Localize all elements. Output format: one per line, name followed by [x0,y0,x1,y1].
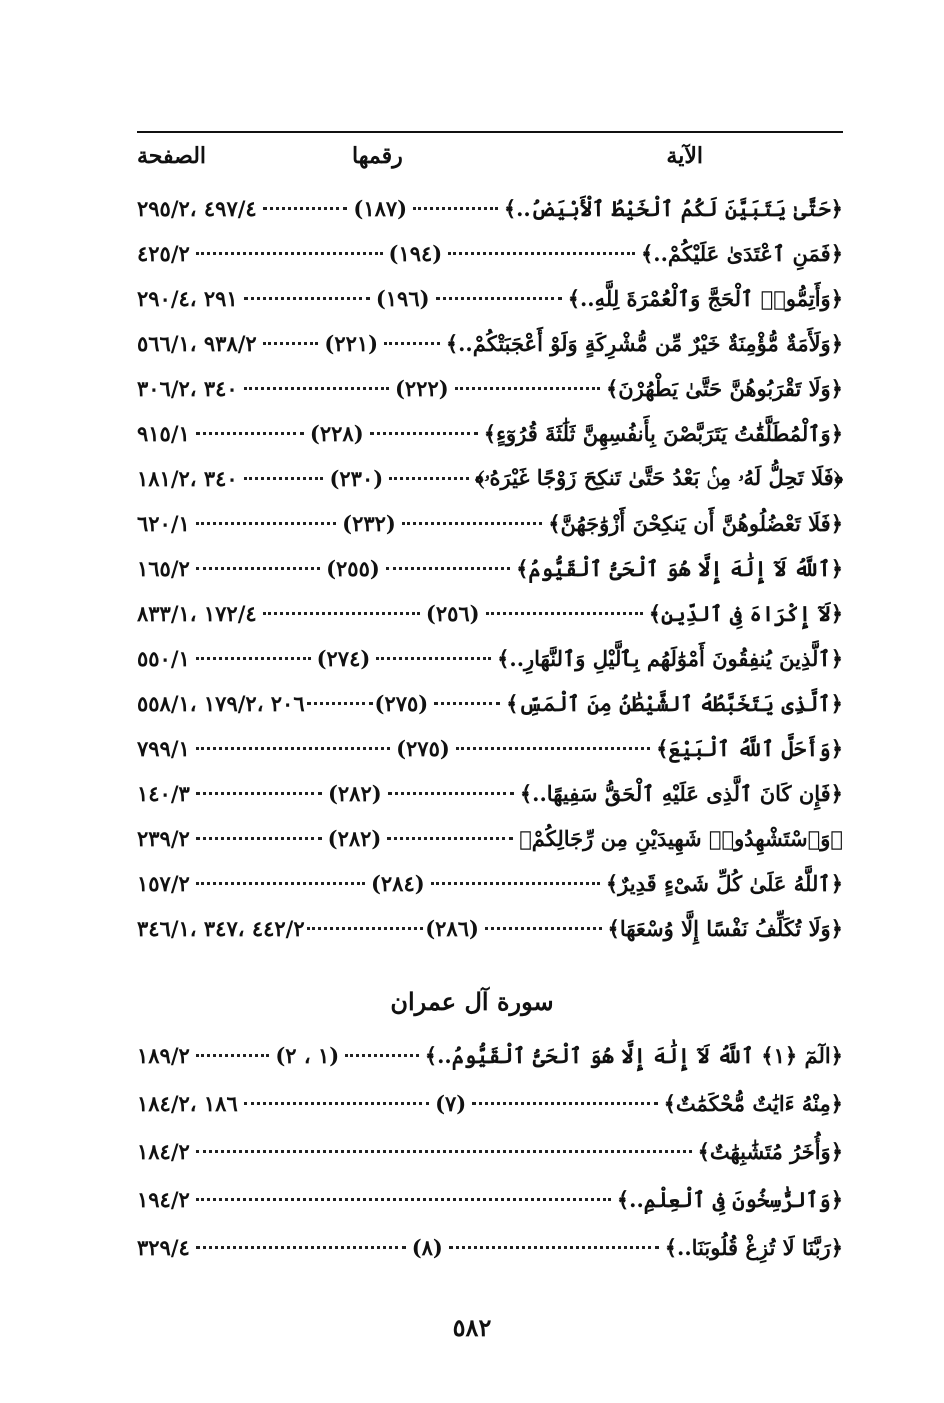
page-ref: ١٤٠/٣ [136,780,190,806]
leader-dots [307,702,373,705]
leader-dots [386,567,510,570]
leader-dots [384,342,440,345]
verse-number: (٢٢١) [324,330,379,356]
verse-number: (٢٥٥) [326,555,380,581]
page-ref: ٦٢٠/١ [136,510,190,536]
verse-text: ﴿وَلَا تُكَلِّفُ نَفْسًا إِلَّا وُسْعَهَا﴾ [607,915,843,941]
page-ref: ٢٠٦ ،١٧٩/٢ ،٥٥٨/١ [137,690,305,716]
table-row [137,590,843,636]
table-row [137,275,843,321]
verse-text: ﴿لَآ إِكْرَاهَ فِى ٱلدِّينِ﴾ [648,600,843,626]
leader-dots [388,792,514,795]
table-row [137,1032,843,1078]
leader-dots [455,387,600,390]
leader-dots [387,837,513,840]
table-row [137,815,843,861]
verse-text: ﴿ٱلَّذِى يَتَخَبَّطُهُ ٱلشَّيْطَٰنُ مِنَ ٱلْمَسِّ﴾ [506,690,843,716]
table-row [137,500,843,546]
verse-text: ﴿مِنْهُ ءَايَٰتٌ مُّحْكَمَٰتٌ﴾ [663,1090,843,1116]
leader-dots [196,882,365,885]
verse-text: ﴿ٱللَّهُ لَآ إِلَٰهَ إِلَّا هُوَ ٱلْحَىُّ ٱلْقَيُّومُ﴾ [516,555,843,581]
table-row [137,1080,843,1126]
verse-number: (٢٢٨) [309,420,364,446]
table-row [137,905,843,951]
leader-dots [196,657,311,660]
leader-dots [263,612,420,615]
verse-number: (٢٧٥) [396,735,450,761]
verse-text: ﴿ٱلَّذِينَ يُنفِقُونَ أَمْوَٰلَهُم بِٱلَّيْلِ وَٱلنَّهَارِ..﴾ [497,645,843,671]
leader-dots [370,432,478,435]
table-row [137,770,843,816]
verse-number: (٢٢٢) [394,375,449,401]
leader-dots [485,927,602,930]
table-row [137,185,843,231]
page-ref: ١٥٧/٢ [136,870,190,896]
verse-text: ﴿فَلَا تَحِلُّ لَهُۥ مِنۢ بَعْدُ حَتَّىٰ تَنكِحَ زَوْجًا غَيْرَهُۥ﴾ [474,465,843,490]
verse-text: ﴿وَٱلرَّٰسِخُونَ فِى ٱلْعِلْمِ..﴾ [616,1186,843,1212]
leader-dots [448,252,635,255]
verse-text: ﴿وَأَتِمُّوا۟ ٱلْحَجَّ وَٱلْعُمْرَةَ لِلَّهِ..﴾ [567,285,843,311]
verse-text: ﴿فَإِن كَانَ ٱلَّذِى عَلَيْهِ ٱلْحَقُّ سَفِيهًا..﴾ [519,780,843,806]
page-ref: ٣٤٠ ،٣٠٦/٢ [136,375,238,401]
page-ref: ٤٤٢/٢ ،٣٤٧ ،٣٤٦/١ [137,915,305,941]
page-ref: ١٦٥/٢ [136,555,190,581]
table-row [137,230,843,276]
header-aya: الآية [666,143,703,169]
verse-number: (٢٣٢) [342,510,396,536]
leader-dots [431,882,600,885]
page-ref: ١٨٤/٢ [137,1138,190,1164]
page-ref: ١٨٦ ،١٨٤/٢ [137,1090,238,1116]
page-ref: ٩١٥/١ [136,420,190,446]
leader-dots [434,702,500,705]
table-row [137,365,843,411]
leader-dots [196,837,322,840]
page-ref: ٢٩١ ،٢٩٠/٤ [136,285,238,311]
table-row [137,1128,843,1174]
leader-dots [244,477,324,480]
page-number: ٥٨٢ [452,1313,492,1342]
leader-dots [196,567,320,570]
page-ref: ١٩٤/٢ [137,1186,190,1212]
verse-number: (٧) [435,1090,467,1116]
verse-text: ﴿فَلَا تَعْضُلُوهُنَّ أَن يَنكِحْنَ أَزْوَٰجَهُنَّ﴾ [548,510,843,536]
leader-dots [376,657,491,660]
table-row [137,680,843,726]
verse-number: (٢٨٢) [327,780,382,806]
leader-dots [263,342,319,345]
leader-dots [196,1150,692,1153]
table-row [137,1176,843,1222]
table-row [137,455,843,501]
page-ref: ٣٤٠ ،١٨١/٢ [136,465,238,491]
verse-text: ﴿وَلَا تَقْرَبُوهُنَّ حَتَّىٰ يَطْهُرْنَ﴾ [605,375,843,401]
leader-dots [456,747,650,750]
page-ref: ١٧٢/٤ ،٨٣٣/١ [136,600,257,626]
leader-dots [196,1198,611,1201]
leader-dots [436,297,562,300]
page-ref: ٣٢٩/٤ [136,1234,190,1260]
leader-dots [472,1102,657,1105]
surah-title: سورة آل عمران [390,987,554,1016]
table-row [137,1224,843,1270]
verse-text: ﴿وَأَحَلَّ ٱللَّهُ ٱلْبَيْعَ﴾ [656,735,843,761]
verse-text: ﴿الٓمٓ ﴿١﴾ ٱللَّهُ لَآ إِلَٰهَ إِلَّا هُوَ ٱلْحَىُّ ٱلْقَيُّومُ..﴾ [424,1042,843,1068]
leader-dots [196,747,390,750]
table-row [137,860,843,906]
verse-text: ﴿وَلَأَمَةٌ مُّؤْمِنَةٌ خَيْرٌ مِّن مُّشْرِكَةٍ وَلَوْ أَعْجَبَتْكُمْ..﴾ [445,330,843,356]
leader-dots [263,207,348,210]
page-ref: ٤٢٥/٢ [137,240,190,266]
table-row [137,410,843,456]
verse-text: ﴿وَأُخَرُ مُتَشَٰبِهَٰتٌ﴾ [697,1138,843,1164]
header-number: رقمها [352,143,403,169]
verse-number: (١٩٤) [388,240,443,266]
verse-text: ﴿رَبَّنَا لَا تُزِغْ قُلُوبَنَا..﴾ [664,1234,843,1260]
leader-dots [196,792,322,795]
verse-number: (٢٨٤) [370,870,425,896]
verse-number: (١ ، ٢) [275,1042,340,1068]
verse-text: ﴿وَٱسْتَشْهِدُوا۟ شَهِيدَيْنِ مِن رِّجَالِكُمْ﴾ [519,825,843,851]
table-row [137,725,843,771]
page-ref: ١٨٩/٢ [137,1042,190,1068]
verse-text: ﴿وَٱلْمُطَلَّقَٰتُ يَتَرَبَّصْنَ بِأَنفُسِهِنَّ ثَلَٰثَةَ قُرُوٓءٍ﴾ [483,420,843,446]
table-row [137,635,843,681]
leader-dots [244,1102,429,1105]
page-ref: ٧٩٩/١ [137,735,190,761]
leader-dots [389,477,469,480]
table-header [137,140,843,176]
leader-dots [244,387,389,390]
leader-dots [413,207,498,210]
page-ref: ٤٩٧/٤ ،٢٩٥/٢ [137,195,257,221]
leader-dots [244,297,370,300]
leader-dots [196,522,336,525]
leader-dots [449,1246,659,1249]
table-row [137,320,843,366]
leader-dots [196,1246,406,1249]
verse-number: (٢٥٦) [425,600,480,626]
leader-dots [345,1054,419,1057]
page-ref: ٩٣٨/٢ ،٥٦٦/١ [137,330,257,356]
verse-number: (١٩٦) [375,285,430,311]
leader-dots [402,522,542,525]
verse-number: (٨) [411,1234,443,1260]
leader-dots [196,252,383,255]
leader-dots [486,612,643,615]
verse-number: (١٨٧) [353,195,408,221]
verse-text: ﴿حَتَّىٰ يَتَبَيَّنَ لَكُمُ ٱلْخَيْطُ ٱلْأَبْيَضُ..﴾ [503,195,843,221]
verse-text: ﴿فَمَنِ ٱعْتَدَىٰ عَلَيْكُمْ..﴾ [640,240,843,266]
leader-dots [196,432,304,435]
leader-dots [196,1054,270,1057]
header-page: الصفحة [137,143,207,169]
leader-dots [307,927,424,930]
verse-number: (٢٨٦) [425,915,479,941]
verse-number: (٢٨٢) [327,825,382,851]
verse-number: (٢٣٠) [329,465,384,491]
table-row [137,545,843,591]
page-ref: ٢٣٩/٢ [137,825,190,851]
top-rule [137,131,843,133]
page-ref: ٥٥٠/١ [136,645,190,671]
verse-text: ﴿ٱللَّهُ عَلَىٰ كُلِّ شَىْءٍ قَدِيرٌ﴾ [605,870,843,896]
verse-number: (٢٧٥) [374,690,429,716]
verse-number: (٢٧٤) [316,645,371,671]
